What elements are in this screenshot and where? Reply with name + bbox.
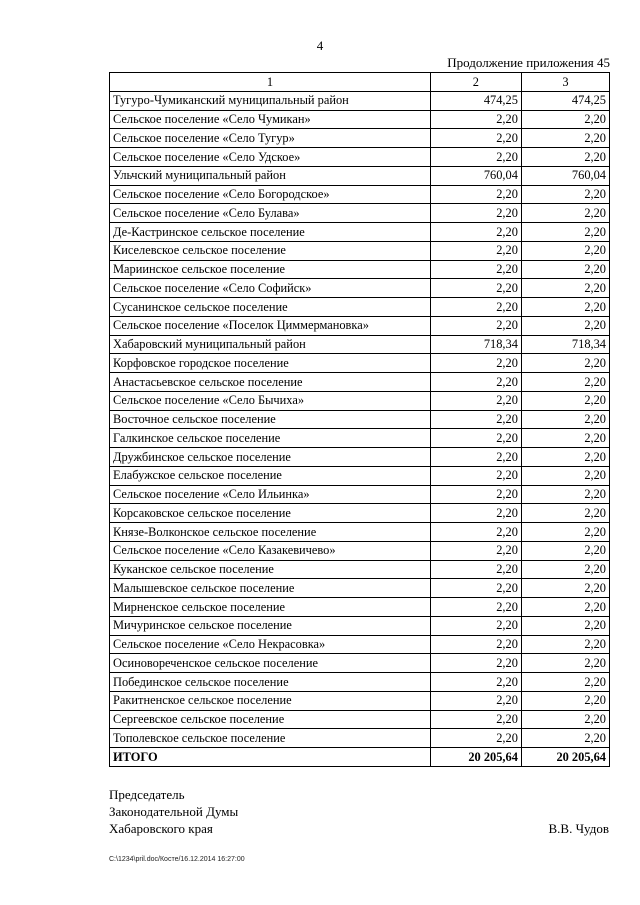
table-row [110,673,610,692]
row-name-cell: Сельское поселение «Поселок Циммермановка» [110,316,431,335]
row-value-cell: 2,20 [430,148,521,167]
appendix-table [109,72,610,767]
column-header: 3 [521,73,609,92]
row-name-cell: Корфовское городское поселение [110,354,431,373]
row-value-cell: 718,34 [430,335,521,354]
row-name-cell: Дружбинское сельское поселение [110,448,431,467]
row-value-cell: 2,20 [430,260,521,279]
total-value-cell: 20 205,64 [430,748,521,767]
row-value-cell: 2,20 [430,354,521,373]
table-row [110,166,610,185]
row-value-cell: 2,20 [430,504,521,523]
table-row [110,91,610,110]
table-row [110,579,610,598]
table-row [110,729,610,748]
table-row [110,148,610,167]
header-row [110,73,610,92]
row-value-cell: 2,20 [521,654,609,673]
row-name-cell: Сельское поселение «Село Некрасовка» [110,635,431,654]
signature-title-line2: Законодательной Думы [109,804,239,819]
row-value-cell: 2,20 [521,504,609,523]
row-name-cell: Корсаковское сельское поселение [110,504,431,523]
row-value-cell: 2,20 [521,673,609,692]
table-row [110,373,610,392]
total-label-cell: ИТОГО [110,748,431,767]
row-name-cell: Осиновореченское сельское поселение [110,654,431,673]
row-value-cell: 2,20 [430,391,521,410]
row-name-cell: Сельское поселение «Село Удское» [110,148,431,167]
row-value-cell: 2,20 [430,523,521,542]
row-value-cell: 2,20 [430,673,521,692]
table-row [110,298,610,317]
row-name-cell: Куканское сельское поселение [110,560,431,579]
row-value-cell: 2,20 [430,616,521,635]
row-name-cell: Сусанинское сельское поселение [110,298,431,317]
total-row [110,748,610,767]
row-value-cell: 2,20 [521,616,609,635]
table-row [110,316,610,335]
signature-name: В.В. Чудов [548,821,609,836]
row-value-cell: 2,20 [521,466,609,485]
row-value-cell: 2,20 [430,129,521,148]
table-row [110,635,610,654]
row-value-cell: 2,20 [521,429,609,448]
table-row [110,185,610,204]
table-row [110,241,610,260]
row-value-cell: 2,20 [521,279,609,298]
row-name-cell: Сельское поселение «Село Софийск» [110,279,431,298]
table-row [110,279,610,298]
row-value-cell: 2,20 [521,223,609,242]
row-name-cell: Сельское поселение «Село Булава» [110,204,431,223]
row-name-cell: Тополевское сельское поселение [110,729,431,748]
row-name-cell: Сельское поселение «Село Тугур» [110,129,431,148]
row-value-cell: 2,20 [430,485,521,504]
table-row [110,598,610,617]
table-row [110,541,610,560]
row-value-cell: 2,20 [521,485,609,504]
table-row [110,654,610,673]
row-name-cell: Сельское поселение «Село Чумикан» [110,110,431,129]
row-value-cell: 2,20 [521,598,609,617]
row-value-cell: 2,20 [521,523,609,542]
table-row [110,129,610,148]
row-value-cell: 760,04 [521,166,609,185]
table-row [110,204,610,223]
row-name-cell: Побединское сельское поселение [110,673,431,692]
column-header: 1 [110,73,431,92]
row-value-cell: 2,20 [430,110,521,129]
row-value-cell: 2,20 [521,129,609,148]
row-value-cell: 2,20 [521,354,609,373]
table-row [110,429,610,448]
row-value-cell: 2,20 [430,729,521,748]
row-name-cell: Мичуринское сельское поселение [110,616,431,635]
row-name-cell: Восточное сельское поселение [110,410,431,429]
row-value-cell: 2,20 [430,410,521,429]
row-value-cell: 2,20 [430,598,521,617]
row-name-cell: Де-Кастринское сельское поселение [110,223,431,242]
row-value-cell: 474,25 [521,91,609,110]
table-row [110,260,610,279]
table-row [110,391,610,410]
row-name-cell: Анастасьевское сельское поселение [110,373,431,392]
row-name-cell: Сергеевское сельское поселение [110,710,431,729]
table-row [110,466,610,485]
row-value-cell: 2,20 [430,466,521,485]
row-name-cell: Елабужское сельское поселение [110,466,431,485]
column-header: 2 [430,73,521,92]
row-value-cell: 2,20 [521,298,609,317]
row-value-cell: 474,25 [430,91,521,110]
row-value-cell: 2,20 [521,691,609,710]
row-name-cell: Князе-Волконское сельское поселение [110,523,431,542]
row-value-cell: 2,20 [521,241,609,260]
table-row [110,710,610,729]
row-value-cell: 2,20 [430,448,521,467]
row-name-cell: Галкинское сельское поселение [110,429,431,448]
table-row [110,110,610,129]
row-value-cell: 2,20 [430,560,521,579]
row-name-cell: Хабаровский муниципальный район [110,335,431,354]
row-value-cell: 2,20 [521,579,609,598]
row-value-cell: 2,20 [521,541,609,560]
table-row [110,335,610,354]
row-value-cell: 2,20 [521,729,609,748]
row-value-cell: 2,20 [430,691,521,710]
row-name-cell: Ульчский муниципальный район [110,166,431,185]
table-body [110,73,610,767]
row-name-cell: Киселевское сельское поселение [110,241,431,260]
row-value-cell: 2,20 [430,541,521,560]
table-row [110,616,610,635]
row-value-cell: 760,04 [430,166,521,185]
row-value-cell: 2,20 [430,204,521,223]
row-value-cell: 2,20 [521,635,609,654]
row-value-cell: 2,20 [521,185,609,204]
row-value-cell: 2,20 [521,560,609,579]
row-value-cell: 2,20 [521,391,609,410]
table-row [110,410,610,429]
row-value-cell: 2,20 [430,279,521,298]
row-value-cell: 2,20 [521,316,609,335]
row-value-cell: 2,20 [521,148,609,167]
continuation-label: Продолжение приложения 45 [447,55,610,70]
row-value-cell: 2,20 [430,316,521,335]
row-value-cell: 2,20 [430,223,521,242]
row-name-cell: Мариинское сельское поселение [110,260,431,279]
row-value-cell: 2,20 [430,429,521,448]
row-name-cell: Ракитненское сельское поселение [110,691,431,710]
row-name-cell: Мирненское сельское поселение [110,598,431,617]
table-row [110,448,610,467]
row-value-cell: 2,20 [430,654,521,673]
row-value-cell: 2,20 [430,635,521,654]
row-name-cell: Сельское поселение «Село Казакевичево» [110,541,431,560]
row-value-cell: 2,20 [521,410,609,429]
row-value-cell: 2,20 [521,710,609,729]
row-value-cell: 2,20 [521,110,609,129]
row-value-cell: 2,20 [430,185,521,204]
row-name-cell: Сельское поселение «Село Богородское» [110,185,431,204]
row-value-cell: 2,20 [430,710,521,729]
table-row [110,523,610,542]
row-value-cell: 2,20 [521,448,609,467]
signature-title-line1: Председатель [109,787,185,802]
row-value-cell: 2,20 [430,579,521,598]
footer-file-path: C:\1234\pril.doc/Косте/16.12.2014 16:27:00 [109,856,245,863]
table-row [110,485,610,504]
row-value-cell: 2,20 [430,373,521,392]
row-name-cell: Сельское поселение «Село Ильинка» [110,485,431,504]
row-value-cell: 2,20 [430,298,521,317]
page-number: 4 [316,38,324,53]
total-value-cell: 20 205,64 [521,748,609,767]
table-row [110,560,610,579]
signature-title-line3: Хабаровского края [109,821,213,836]
table-row [110,691,610,710]
row-name-cell: Тугуро-Чумиканский муниципальный район [110,91,431,110]
row-value-cell: 2,20 [521,260,609,279]
table-row [110,504,610,523]
row-value-cell: 2,20 [521,373,609,392]
row-name-cell: Сельское поселение «Село Бычиха» [110,391,431,410]
row-value-cell: 2,20 [430,241,521,260]
table-row [110,354,610,373]
row-value-cell: 2,20 [521,204,609,223]
row-name-cell: Малышевское сельское поселение [110,579,431,598]
row-value-cell: 718,34 [521,335,609,354]
table-row [110,223,610,242]
